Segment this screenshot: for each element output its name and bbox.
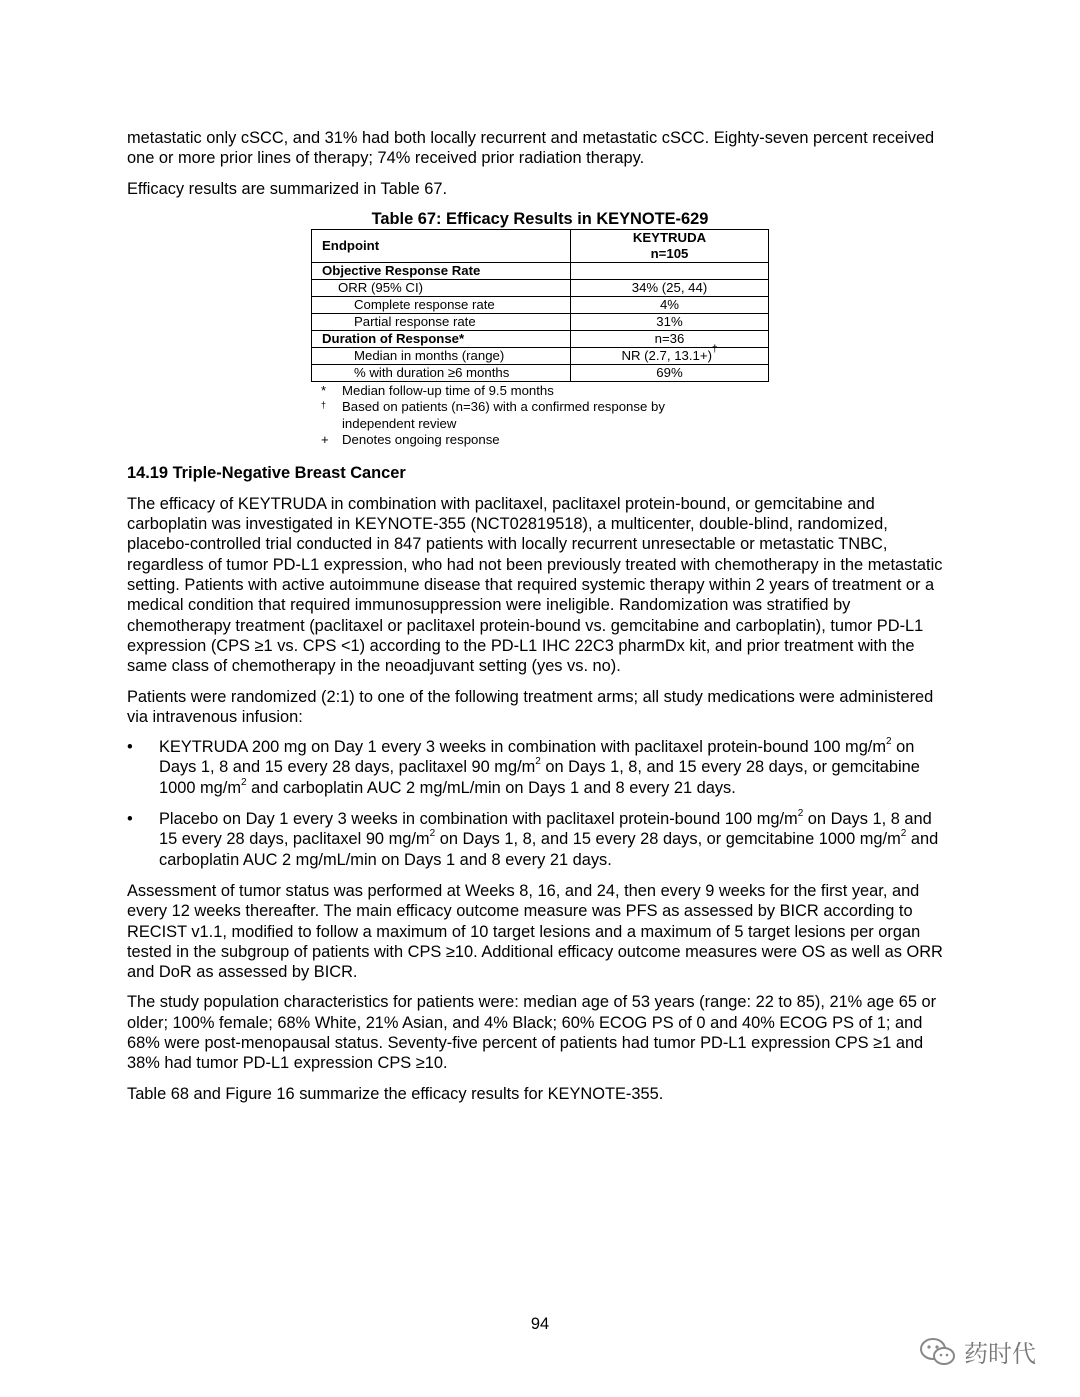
bullet: •: [127, 738, 133, 757]
efficacy-table: [311, 229, 769, 382]
superscript: 2: [241, 776, 247, 788]
row-value: 4%: [571, 296, 769, 313]
superscript: 2: [429, 828, 436, 840]
table-title: Table 67: Efficacy Results in KEYNOTE-629: [371, 209, 709, 228]
footnote: [311, 383, 769, 400]
list-text: on Days 1, 8 and 15 every 28 days, paclitaxel 90 mg/m: [159, 810, 932, 849]
footnote: [311, 399, 769, 432]
list-item: [127, 737, 949, 798]
superscript: 2: [886, 736, 892, 748]
bullet: •: [127, 810, 133, 829]
footnote-text: Median follow-up time of 9.5 months: [342, 382, 554, 398]
footnote-mark: †: [321, 400, 327, 411]
list-text: and carboplatin AUC 2 mg/mL/min on Days 1 and 8 every 21 days.: [246, 778, 736, 797]
header-arm-n: n=105: [650, 245, 689, 261]
paragraph: Efficacy results are summarized in Table 67.: [127, 179, 448, 198]
row-label: Objective Response Rate: [312, 262, 571, 279]
table-footnotes: [311, 383, 769, 449]
row-value: 69%: [571, 364, 769, 381]
list-text: Placebo on Day 1 every 3 weeks in combination with paclitaxel protein-bound 100 mg/m: [159, 810, 798, 829]
paragraph: metastatic only cSCC, and 31% had both locally recurrent and metastatic cSCC. Eighty-seven percent received one or more prior lines of therapy; 74% received prior radiation therapy.: [127, 129, 935, 168]
header-arm: [571, 229, 769, 262]
footnote-text: Based on patients (n=36) with a confirmed response by independent review: [342, 399, 665, 431]
paragraph: Patients were randomized (2:1) to one of the following treatment arms; all study medications were administered via intravenous infusion:: [127, 687, 934, 726]
treatment-arms-list: [127, 737, 949, 870]
row-value: 31%: [571, 313, 769, 330]
table-row: [312, 313, 769, 330]
list-text: and carboplatin AUC 2 mg/mL/min on Days 1 and 8 every 21 days.: [159, 830, 939, 869]
table-67: [311, 209, 769, 449]
document-page: [127, 128, 949, 1114]
table-row: [312, 296, 769, 313]
wechat-icon: [918, 1336, 958, 1368]
footnote-text: Denotes ongoing response: [342, 432, 500, 448]
superscript: 2: [535, 756, 541, 768]
paragraph: The efficacy of KEYTRUDA in combination with paclitaxel, paclitaxel protein-bound, or gemcitabine and carboplatin was investigated in KEYNOTE-355 (NCT02819518), a multicenter, double-blind, randomized, placebo-controlled trial conducted in 847 patients with locally recurrent unresectable or metastatic TNBC, regardless of tumor PD-L1 expression, who had not been previously treated with chemotherapy in the metastatic setting. Patients with active autoimmune disease that required systemic therapy within 2 years of treatment or a medical condition that required immunosuppression were ineligible. Randomization was stratified by chemotherapy treatment (paclitaxel or paclitaxel protein-bound vs. gemcitabine and carboplatin), tumor PD-L1 expression (CPS ≥1 vs. CPS <1) according to the PD-L1 IHC 22C3 pharmDx kit, and prior treatment with the same class of chemotherapy in the neoadjuvant setting (yes vs. no).: [127, 494, 943, 676]
paragraph: The study population characteristics for patients were: median age of 53 years (range: 22 to 85), 21% age 65 or older; 100% female; 68% White, 21% Asian, and 4% Black; 60% ECOG PS of 0 and 40% ECOG PS of 1; and 68% were post-menopausal status. Seventy-five percent of patients had tumor PD-L1 expression CPS ≥1 and 38% had tumor PD-L1 expression CPS ≥10.: [127, 993, 937, 1073]
dagger-mark: †: [711, 343, 718, 355]
row-label: Complete response rate: [312, 296, 571, 313]
list-text: on Days 1, 8 and 15 every 28 days, paclitaxel 90 mg/m: [159, 738, 915, 777]
superscript: 2: [900, 828, 907, 840]
table-header-row: [312, 229, 769, 262]
page-number: 94: [530, 1315, 550, 1333]
paragraph: Assessment of tumor status was performed at Weeks 8, 16, and 24, then every 9 weeks for the first year, and every 12 weeks thereafter. The main efficacy outcome measure was PFS as assessed by BICR according to RECIST v1.1, modified to follow a maximum of 10 target lesions and a maximum of 5 target lesions per organ tested in the subgroup of patients with CPS ≥10. Additional efficacy outcome measures were OS as well as ORR and DoR as assessed by BICR.: [127, 881, 943, 982]
list-text: on Days 1, 8, and 15 every 28 days, or gemcitabine 1000 mg/m: [435, 830, 901, 849]
row-value: n=36: [571, 330, 769, 347]
header-endpoint: Endpoint: [312, 229, 571, 262]
row-label: Median in months (range): [312, 347, 571, 364]
row-label: ORR (95% CI): [312, 279, 571, 296]
table-row: [312, 330, 769, 347]
footnote: [311, 432, 769, 449]
list-text: on Days 1, 8, and 15 every 28 days, or gemcitabine 1000 mg/m: [159, 758, 920, 797]
paragraph: Table 68 and Figure 16 summarize the efficacy results for KEYNOTE-355.: [127, 1084, 664, 1103]
row-value-text: NR (2.7, 13.1+): [621, 347, 712, 363]
row-value: [571, 343, 769, 364]
superscript: 2: [797, 808, 804, 820]
row-label: % with duration ≥6 months: [312, 364, 571, 381]
row-label: Duration of Response*: [312, 330, 571, 347]
header-arm-name: KEYTRUDA: [632, 229, 707, 245]
row-label: Partial response rate: [312, 313, 571, 330]
section-heading: 14.19 Triple-Negative Breast Cancer: [127, 463, 406, 482]
watermark: [918, 1334, 1036, 1369]
list-text: KEYTRUDA 200 mg on Day 1 every 3 weeks in combination with paclitaxel protein-bound 100 mg/m: [159, 738, 887, 757]
table-row: [312, 262, 769, 279]
row-value: 34% (25, 44): [571, 279, 769, 296]
list-item: [127, 809, 949, 870]
table-row: [312, 364, 769, 381]
watermark-text: 药时代: [964, 1341, 1036, 1368]
table-row: [312, 347, 769, 364]
row-value: [571, 262, 769, 279]
footnote-mark: *: [321, 382, 327, 398]
table-row: [312, 279, 769, 296]
footnote-mark: +: [321, 432, 329, 448]
